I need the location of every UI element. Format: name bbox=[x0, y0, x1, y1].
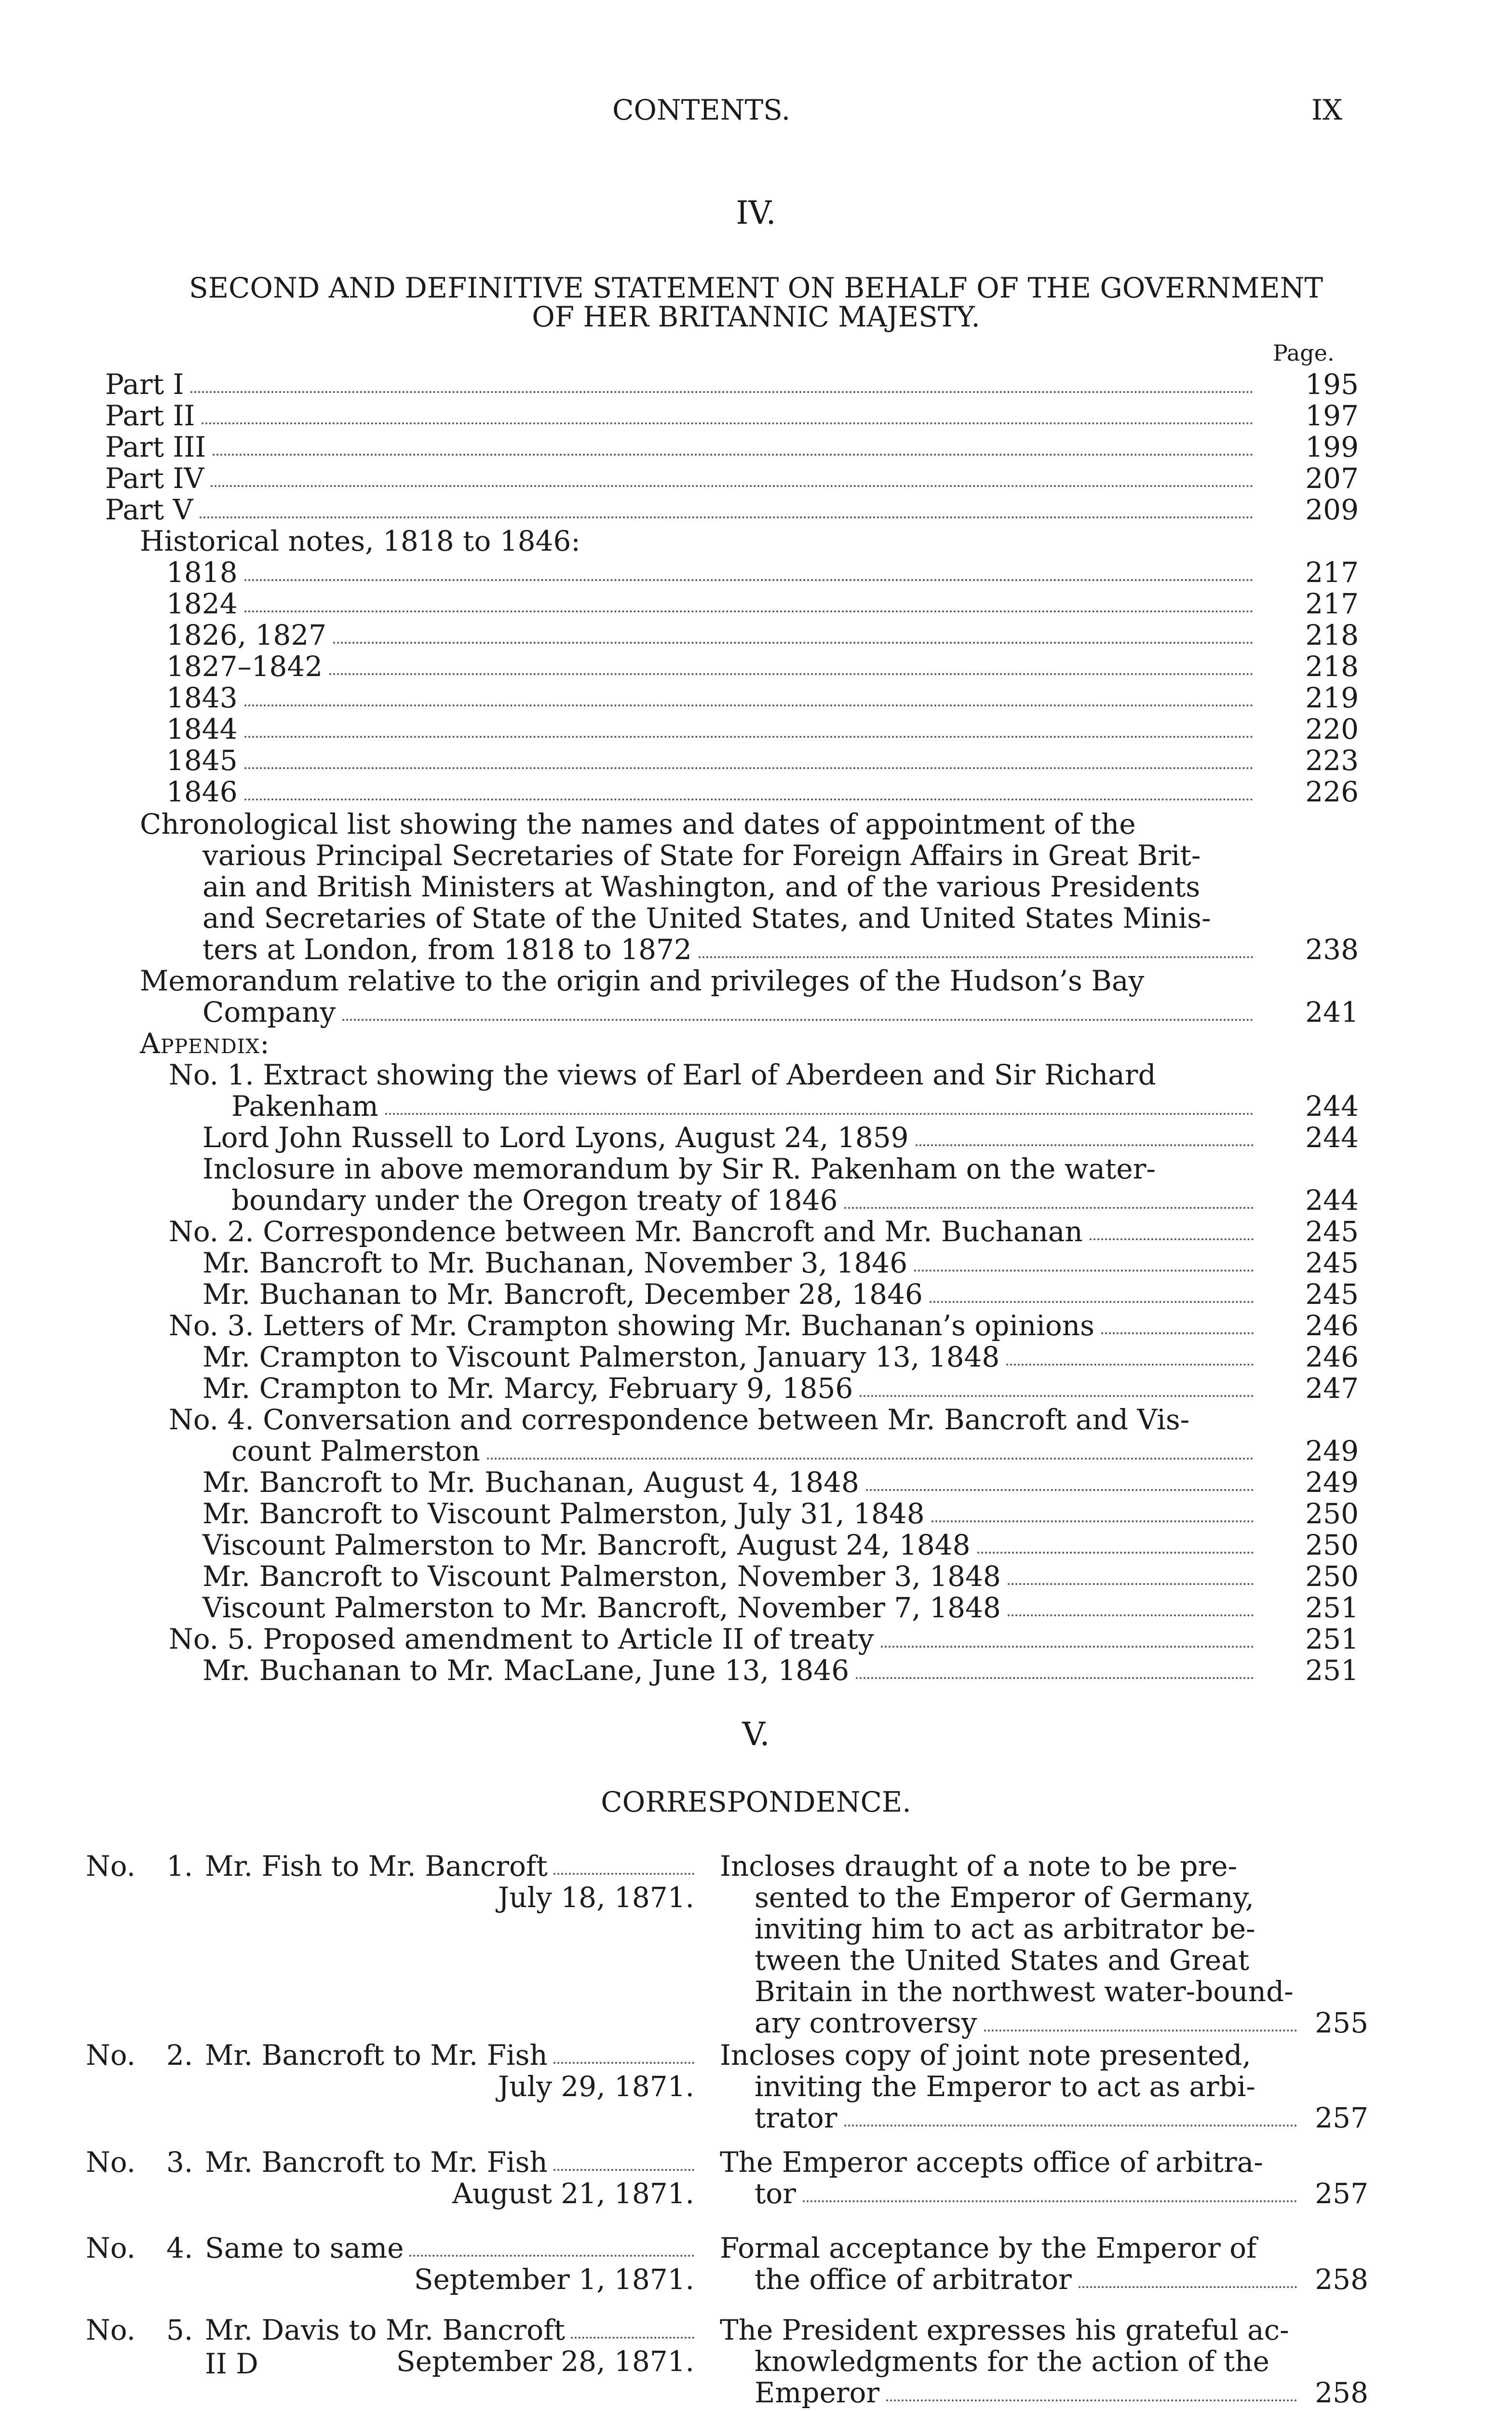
appendix-entry: Lord John Russell to Lord Lyons, August 24, 1859 bbox=[202, 1121, 909, 1154]
appendix-entry-page: 249 bbox=[1305, 1466, 1359, 1499]
entry-correspondents-leader bbox=[409, 2255, 694, 2257]
entry-summary-line: Incloses copy of joint note presented, bbox=[720, 2039, 1251, 2072]
appendix-entry-page: 251 bbox=[1305, 1654, 1359, 1687]
entry-summary-leader bbox=[984, 2030, 1297, 2032]
entry-correspondents: Mr. Fish to Mr. Bancroft bbox=[205, 1850, 548, 1883]
running-title: CONTENTS. bbox=[612, 94, 791, 126]
appendix-entry-page: 249 bbox=[1305, 1435, 1359, 1467]
appendix-entry-page: 245 bbox=[1305, 1278, 1359, 1311]
chronological-list-line: Chronological list showing the names and dates of appointment of the bbox=[140, 808, 1136, 840]
part-entry: Part III bbox=[105, 431, 206, 463]
historical-year-entry: 1818 bbox=[166, 556, 238, 589]
appendix-entry: Mr. Bancroft to Mr. Buchanan, August 4, 1848 bbox=[202, 1466, 859, 1499]
entry-number: 5. bbox=[166, 2314, 193, 2346]
appendix-entry-leader bbox=[856, 1677, 1254, 1679]
part-entry: Part II bbox=[105, 399, 195, 432]
appendix-entry-page: 250 bbox=[1305, 1497, 1359, 1530]
part-entry-leader bbox=[211, 485, 1254, 487]
entry-correspondents: Same to same bbox=[205, 2232, 404, 2264]
appendix-entry-page: 250 bbox=[1305, 1560, 1359, 1593]
section-iv-title-line2: OF HER BRITANNIC MAJESTY. bbox=[532, 300, 980, 333]
entry-no-label: No. bbox=[86, 2314, 136, 2346]
entry-page: 255 bbox=[1315, 2006, 1368, 2039]
historical-year-entry-leader bbox=[333, 642, 1254, 644]
historical-year-entry-leader bbox=[329, 673, 1254, 675]
part-entry-page: 199 bbox=[1305, 431, 1359, 463]
entry-summary-line: sented to the Emperor of Germany, bbox=[755, 1881, 1254, 1914]
entry-number: 4. bbox=[166, 2232, 193, 2264]
part-entry-leader bbox=[200, 516, 1254, 518]
appendix-entry: Mr. Crampton to Viscount Palmerston, January 13, 1848 bbox=[202, 1341, 1000, 1373]
entry-date: July 18, 1871. bbox=[498, 1881, 694, 1914]
appendix-entry: Mr. Bancroft to Mr. Buchanan, November 3, 1846 bbox=[202, 1246, 908, 1279]
entry-summary-line: tween the United States and Great bbox=[755, 1944, 1250, 1977]
appendix-entry: Mr. Buchanan to Mr. Bancroft, December 28, 1846 bbox=[202, 1278, 923, 1311]
entry-summary-line: knowledgments for the action of the bbox=[755, 2345, 1269, 2378]
part-entry-page: 209 bbox=[1305, 493, 1359, 526]
historical-year-entry: 1824 bbox=[166, 587, 238, 620]
historical-year-entry-leader bbox=[244, 579, 1254, 581]
appendix-entry: Mr. Crampton to Mr. Marcy, February 9, 1856 bbox=[202, 1372, 853, 1405]
appendix-entry: Pakenham bbox=[231, 1090, 378, 1123]
entry-summary-leader bbox=[886, 2399, 1297, 2401]
entry-summary-line: Formal acceptance by the Emperor of bbox=[720, 2232, 1257, 2264]
entry-summary-line: Britain in the northwest water-bound- bbox=[755, 1975, 1294, 2008]
appendix-entry: No. 4. Conversation and correspondence between Mr. Bancroft and Vis- bbox=[169, 1403, 1190, 1436]
entry-summary-line: The Emperor accepts office of arbitra- bbox=[720, 2146, 1263, 2179]
appendix-entry-leader bbox=[932, 1520, 1254, 1522]
historical-year-entry-leader bbox=[244, 767, 1254, 769]
entry-number: 3. bbox=[166, 2146, 193, 2179]
entry-summary-line: inviting him to act as arbitrator be- bbox=[755, 1912, 1256, 1945]
entry-page: 257 bbox=[1315, 2177, 1368, 2210]
section-v-title: CORRESPONDENCE. bbox=[601, 1786, 911, 1818]
entry-date: August 21, 1871. bbox=[452, 2177, 694, 2210]
appendix-entry-page: 251 bbox=[1305, 1623, 1359, 1655]
part-entry: Part V bbox=[105, 493, 193, 526]
section-iv-numeral: IV. bbox=[736, 194, 776, 231]
entry-summary-line: ary controversy bbox=[755, 2006, 977, 2039]
appendix-entry-leader bbox=[1090, 1238, 1254, 1240]
historical-year-entry-leader bbox=[244, 704, 1254, 706]
appendix-entry-page: 246 bbox=[1305, 1309, 1359, 1342]
entry-page: 257 bbox=[1315, 2101, 1368, 2134]
entry-summary-leader bbox=[844, 2125, 1297, 2127]
appendix-entry-page: 247 bbox=[1305, 1372, 1359, 1405]
appendix-entry: Inclosure in above memorandum by Sir R. Pakenham on the water- bbox=[202, 1152, 1156, 1185]
historical-year-entry-page: 217 bbox=[1305, 587, 1359, 620]
appendix-entry-leader bbox=[866, 1489, 1254, 1491]
entry-summary-leader bbox=[803, 2200, 1297, 2202]
entry-number: 2. bbox=[166, 2039, 193, 2072]
entry-correspondents: Mr. Bancroft to Mr. Fish bbox=[205, 2039, 548, 2072]
entry-number: 1. bbox=[166, 1850, 193, 1883]
entry-page: 258 bbox=[1315, 2376, 1368, 2409]
historical-year-entry: 1844 bbox=[166, 713, 238, 745]
appendix-entry: Mr. Buchanan to Mr. MacLane, June 13, 1846 bbox=[202, 1654, 850, 1687]
part-entry: Part I bbox=[105, 368, 184, 401]
part-entry-page: 197 bbox=[1305, 399, 1359, 432]
historical-year-entry-page: 226 bbox=[1305, 775, 1359, 808]
appendix-entry-leader bbox=[1006, 1364, 1254, 1366]
appendix-entry-leader bbox=[916, 1144, 1254, 1146]
chronological-list-line: ters at London, from 1818 to 1872 bbox=[202, 933, 692, 966]
entry-no-label: No. bbox=[86, 1850, 136, 1883]
entry-summary-line: Incloses draught of a note to be pre- bbox=[720, 1850, 1238, 1883]
appendix-entry-page: 250 bbox=[1305, 1529, 1359, 1561]
chronological-list-line: and Secretaries of State of the United States, and United States Minis- bbox=[202, 902, 1211, 935]
section-v-numeral: V. bbox=[742, 1716, 770, 1753]
historical-year-entry-page: 218 bbox=[1305, 619, 1359, 651]
entry-summary-line: Emperor bbox=[755, 2376, 880, 2409]
chronological-list-line: ain and British Ministers at Washington, and of the various Presidents bbox=[202, 870, 1201, 903]
appendix-entry-leader bbox=[881, 1646, 1254, 1648]
entry-page: 258 bbox=[1315, 2263, 1368, 2296]
entry-correspondents-leader bbox=[571, 2337, 694, 2339]
appendix-entry: count Palmerston bbox=[231, 1435, 480, 1467]
historical-year-entry-leader bbox=[244, 736, 1254, 738]
historical-year-entry-page: 218 bbox=[1305, 650, 1359, 683]
historical-notes-heading: Historical notes, 1818 to 1846: bbox=[140, 525, 580, 557]
entry-date: July 29, 1871. bbox=[498, 2070, 694, 2103]
entry-correspondents-leader bbox=[554, 2062, 694, 2064]
historical-year-entry-leader bbox=[244, 799, 1254, 800]
historical-year-entry: 1843 bbox=[166, 681, 238, 714]
entry-correspondents-leader bbox=[554, 2169, 694, 2171]
appendix-entry-leader bbox=[930, 1301, 1254, 1303]
historical-year-entry-page: 217 bbox=[1305, 556, 1359, 589]
appendix-entry: No. 3. Letters of Mr. Crampton showing Mr. Buchanan’s opinions bbox=[169, 1309, 1094, 1342]
entry-correspondents: Mr. Davis to Mr. Bancroft bbox=[205, 2314, 565, 2346]
entry-summary-line: inviting the Emperor to act as arbi- bbox=[755, 2070, 1256, 2103]
appendix-entry: Mr. Bancroft to Viscount Palmerston, November 3, 1848 bbox=[202, 1560, 1001, 1593]
entry-date: September 28, 1871. bbox=[396, 2345, 694, 2378]
appendix-entry-leader bbox=[860, 1395, 1254, 1397]
memorandum-line-page: 241 bbox=[1305, 996, 1359, 1029]
appendix-entry: Viscount Palmerston to Mr. Bancroft, November 7, 1848 bbox=[202, 1591, 1001, 1624]
appendix-entry-page: 244 bbox=[1305, 1090, 1359, 1123]
appendix-entry: No. 5. Proposed amendment to Article II of treaty bbox=[169, 1623, 874, 1655]
signature-mark: II D bbox=[205, 2347, 258, 2380]
entry-correspondents-leader bbox=[554, 1873, 694, 1875]
historical-year-entry-leader bbox=[244, 610, 1254, 612]
appendix-entry-leader bbox=[977, 1552, 1254, 1554]
section-iv-title-line1: SECOND AND DEFINITIVE STATEMENT ON BEHALF OF THE GOVERNMENT bbox=[189, 271, 1323, 304]
appendix-entry-page: 244 bbox=[1305, 1121, 1359, 1154]
historical-year-entry: 1826, 1827 bbox=[166, 619, 327, 651]
part-entry: Part IV bbox=[105, 462, 204, 495]
appendix-entry: Mr. Bancroft to Viscount Palmerston, July 31, 1848 bbox=[202, 1497, 925, 1530]
chronological-list-line: various Principal Secretaries of State for Foreign Affairs in Great Brit- bbox=[202, 839, 1201, 872]
entry-summary-leader bbox=[1079, 2286, 1297, 2288]
appendix-entry-leader bbox=[1008, 1583, 1254, 1585]
historical-year-entry: 1846 bbox=[166, 775, 238, 808]
appendix-entry: boundary under the Oregon treaty of 1846 bbox=[231, 1184, 838, 1217]
entry-no-label: No. bbox=[86, 2232, 136, 2264]
memorandum-line-leader bbox=[342, 1019, 1254, 1021]
appendix-entry-leader bbox=[487, 1458, 1254, 1460]
appendix-entry: No. 1. Extract showing the views of Earl of Aberdeen and Sir Richard bbox=[169, 1058, 1156, 1091]
appendix-entry-page: 245 bbox=[1305, 1215, 1359, 1248]
entry-no-label: No. bbox=[86, 2039, 136, 2072]
appendix-entry: No. 2. Correspondence between Mr. Bancroft and Mr. Buchanan bbox=[169, 1215, 1083, 1248]
historical-year-entry: 1827–1842 bbox=[166, 650, 323, 683]
part-entry-leader bbox=[190, 391, 1254, 393]
page-number: IX bbox=[1311, 94, 1343, 126]
appendix-entry-leader bbox=[844, 1207, 1254, 1209]
part-entry-leader bbox=[213, 454, 1254, 456]
historical-year-entry-page: 220 bbox=[1305, 713, 1359, 745]
chronological-list-line-leader bbox=[699, 956, 1254, 958]
entry-summary-line: the office of arbitrator bbox=[755, 2263, 1072, 2296]
appendix-entry-page: 246 bbox=[1305, 1341, 1359, 1373]
appendix-entry-page: 244 bbox=[1305, 1184, 1359, 1217]
entry-date: September 1, 1871. bbox=[414, 2263, 694, 2296]
entry-summary-line: trator bbox=[755, 2101, 837, 2134]
entry-correspondents: Mr. Bancroft to Mr. Fish bbox=[205, 2146, 548, 2179]
memorandum-line: Memorandum relative to the origin and privileges of the Hudson’s Bay bbox=[140, 964, 1145, 997]
appendix-entry-page: 245 bbox=[1305, 1246, 1359, 1279]
page-column-label: Page. bbox=[1273, 340, 1335, 366]
appendix-entry-leader bbox=[914, 1270, 1254, 1272]
appendix-entry-page: 251 bbox=[1305, 1591, 1359, 1624]
appendix-entry: Viscount Palmerston to Mr. Bancroft, August 24, 1848 bbox=[202, 1529, 971, 1561]
part-entry-page: 207 bbox=[1305, 462, 1359, 495]
memorandum-line: Company bbox=[202, 996, 336, 1029]
appendix-entry-leader bbox=[1101, 1332, 1254, 1334]
historical-year-entry-page: 219 bbox=[1305, 681, 1359, 714]
entry-no-label: No. bbox=[86, 2146, 136, 2179]
part-entry-leader bbox=[202, 422, 1254, 424]
entry-summary-line: tor bbox=[755, 2177, 796, 2210]
historical-year-entry: 1845 bbox=[166, 744, 238, 777]
appendix-heading: Appendix: bbox=[140, 1027, 270, 1060]
appendix-entry-leader bbox=[385, 1113, 1254, 1115]
part-entry-page: 195 bbox=[1305, 368, 1359, 401]
entry-summary-line: The President expresses his grateful ac- bbox=[720, 2314, 1289, 2346]
chronological-list-line-page: 238 bbox=[1305, 933, 1359, 966]
appendix-entry-leader bbox=[1008, 1614, 1254, 1616]
historical-year-entry-page: 223 bbox=[1305, 744, 1359, 777]
